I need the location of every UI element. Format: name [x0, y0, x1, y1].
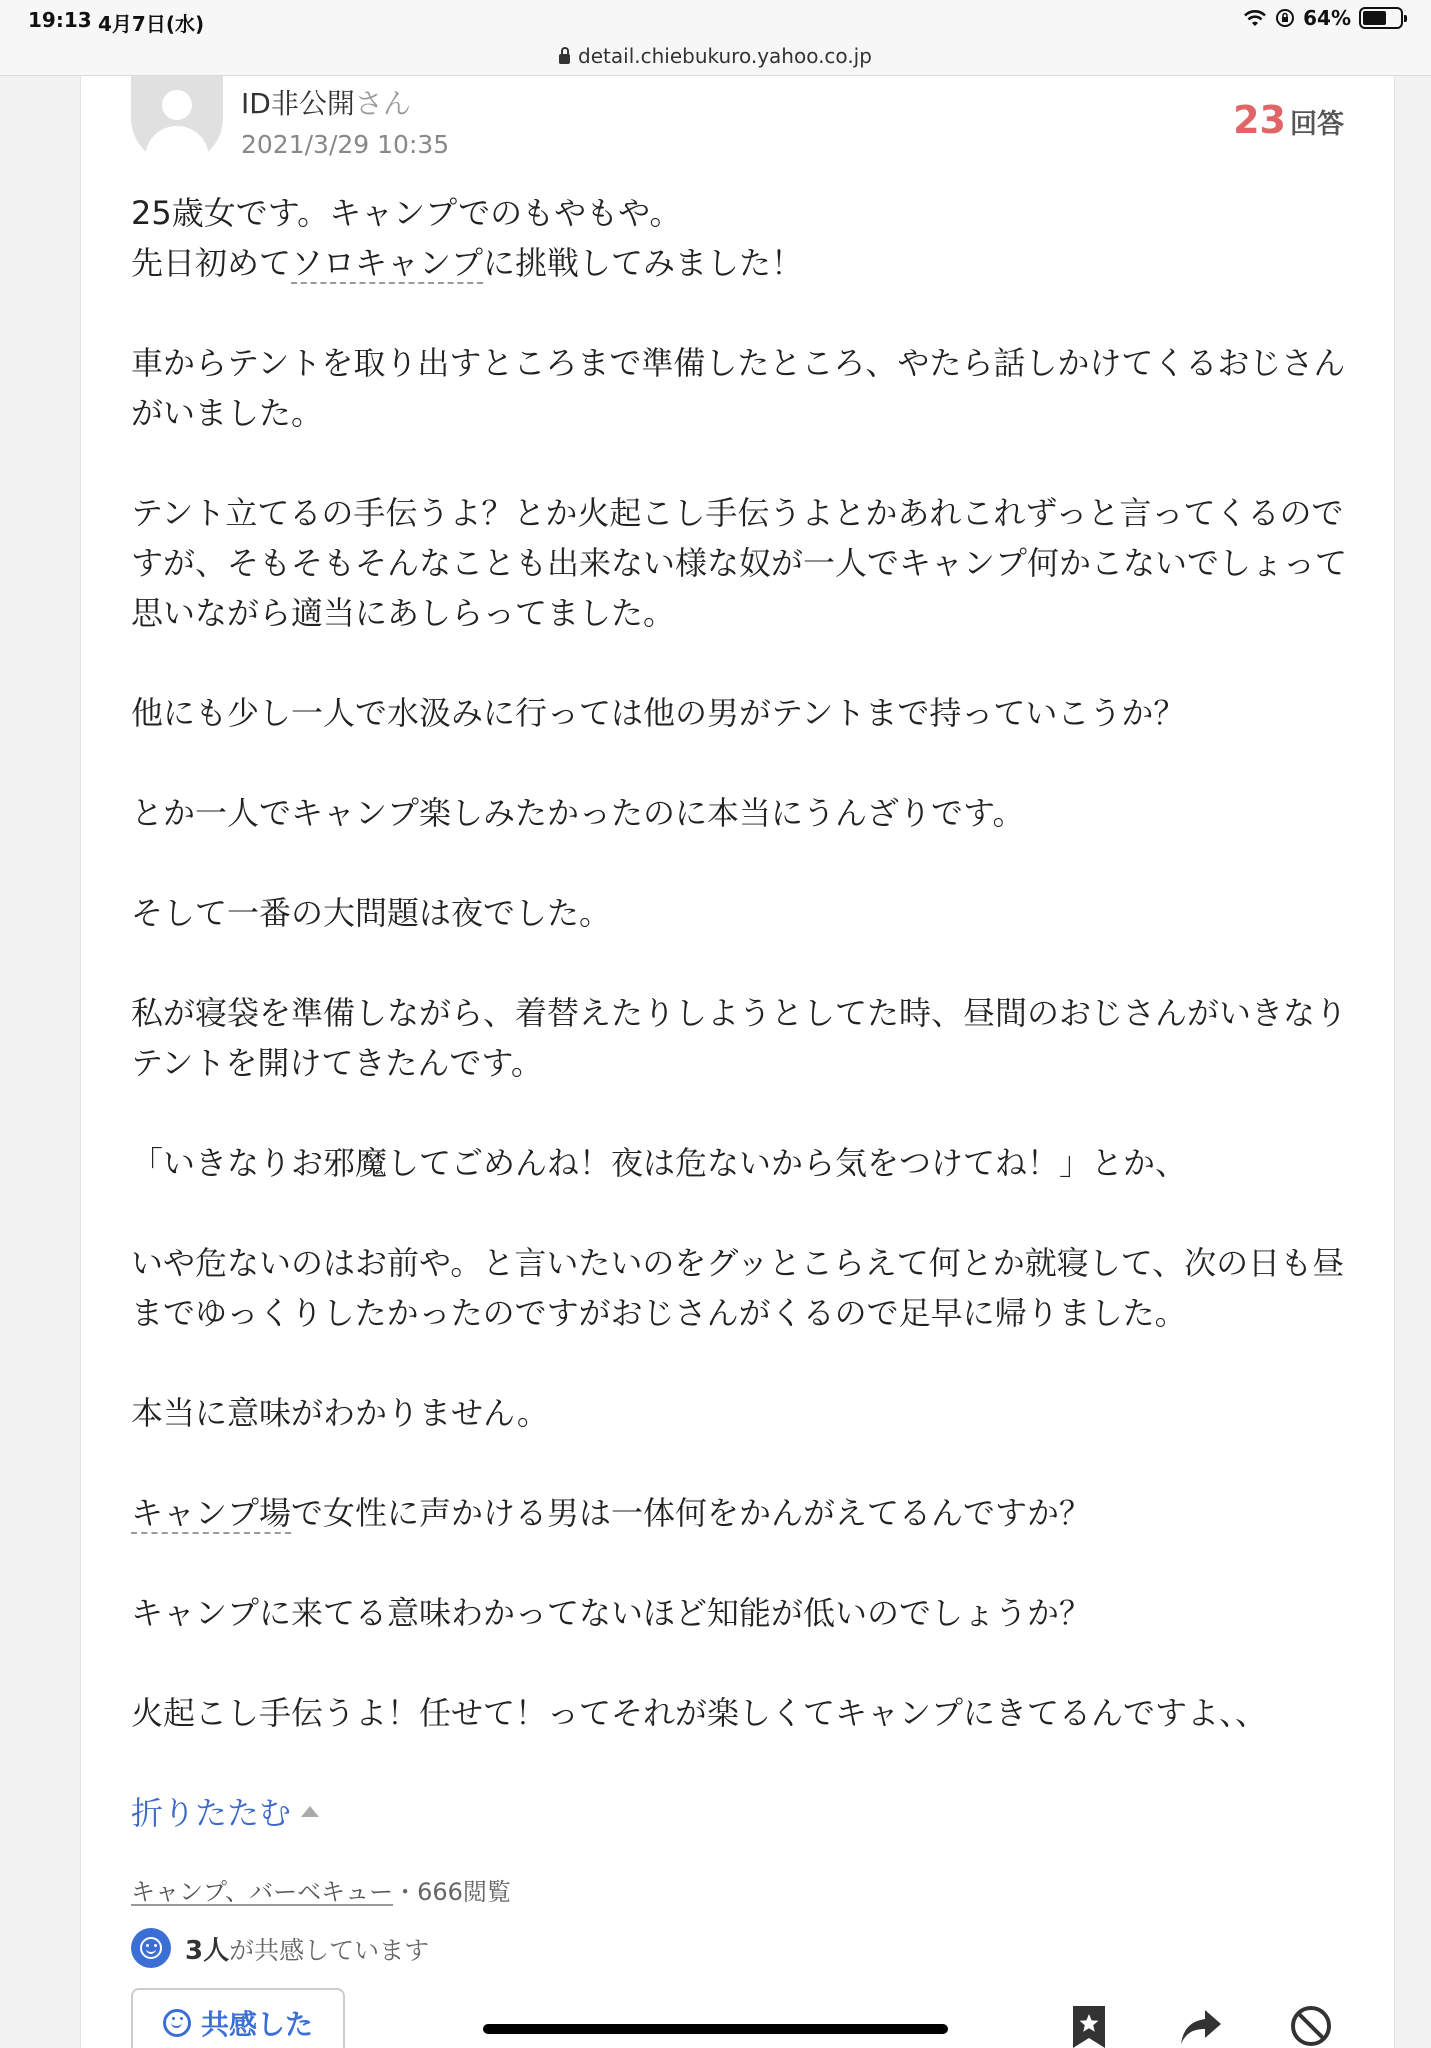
user-id: ID非公開	[241, 87, 355, 120]
battery-percent: 64%	[1303, 6, 1351, 30]
question-paragraph: 他にも少し一人で水汲みに行っては他の男がテントまで持っていこうか？	[131, 694, 1186, 732]
question-paragraph: 「いきなりお邪魔してごめんね！夜は危ないから気をつけてね！」とか、	[131, 1144, 1188, 1182]
answer-count[interactable]	[1233, 98, 1344, 142]
empathy-summary	[131, 1928, 429, 1968]
question-paragraph: 火起こし手伝うよ！任せて！ってそれが楽しくてキャンプにきてるんですよ、、	[131, 1694, 1268, 1732]
address-bar[interactable]	[0, 44, 1431, 76]
question-meta	[131, 1872, 511, 1907]
answer-count-label: 回答	[1290, 109, 1344, 140]
smile-icon	[163, 2009, 191, 2037]
keyword-link-solo-camp[interactable]: ソロキャンプ	[291, 244, 484, 282]
question-body	[131, 188, 1351, 1738]
user-avatar-icon	[131, 76, 223, 164]
wifi-icon	[1243, 8, 1267, 28]
share-icon[interactable]	[1179, 2008, 1223, 2048]
empathy-text: 3人が共感しています	[185, 1935, 430, 1966]
question-paragraph: キャンプ場で女性に声かける男は一体何をかんがえてるんですか？	[131, 1494, 1092, 1532]
block-icon[interactable]	[1289, 2004, 1333, 2048]
question-paragraph: とか一人でキャンプ楽しみたかったのに本当にうんざりです。	[131, 794, 1025, 832]
empathy-button[interactable]	[131, 1988, 345, 2048]
collapse-label: 折りたたむ	[131, 1794, 292, 1832]
collapse-button[interactable]	[131, 1788, 319, 1834]
question-line: 先日初めてソロキャンプに挑戦してみました！	[131, 244, 804, 282]
user-name	[241, 82, 411, 122]
battery-icon	[1359, 7, 1403, 29]
smile-icon	[131, 1928, 171, 1968]
category-link[interactable]: キャンプ、バーベキュー	[131, 1878, 394, 1906]
status-indicators	[1243, 6, 1403, 30]
question-paragraph: キャンプに来てる意味わかってないほど知能が低いのでしょうか？	[131, 1594, 1092, 1632]
question-paragraph: 本当に意味がわかりません。	[131, 1394, 549, 1432]
home-indicator[interactable]	[483, 2024, 948, 2034]
chevron-up-icon	[301, 1806, 319, 1817]
question-card	[80, 76, 1395, 2048]
question-paragraph: そして一番の大問題は夜でした。	[131, 894, 612, 932]
bookmark-icon[interactable]	[1069, 2004, 1109, 2048]
keyword-link-campsite[interactable]: キャンプ場	[131, 1494, 292, 1532]
empathy-count: 3人	[185, 1935, 230, 1966]
empathy-button-label: 共感した	[200, 2008, 313, 2041]
question-paragraph: 私が寝袋を準備しながら、着替えたりしようとしてた時、昼間のおじさんがいきなりテントを開けてきたんです。	[131, 994, 1348, 1082]
battery-level	[1363, 11, 1386, 25]
user-suffix: さん	[354, 87, 411, 120]
view-count: ・666閲覧	[393, 1878, 511, 1906]
lock-icon	[559, 54, 570, 64]
post-date: 2021/3/29 10:35	[241, 130, 450, 159]
question-paragraph: 車からテントを取り出すところまで準備したところ、やたら話しかけてくるおじさんがいました。	[131, 344, 1346, 432]
question-paragraph: いや危ないのはお前や。と言いたいのをグッとこらえて何とか就寝して、次の日も昼までゆっくりしたかったのですがおじさんがくるので足早に帰りました。	[131, 1244, 1345, 1332]
status-bar	[0, 0, 1431, 44]
status-date: 4月7日(水)	[98, 12, 205, 36]
question-paragraph: テント立てるの手伝うよ？とか火起こし手伝うよとかあれこれずっと言ってくるのですが、そもそもそんなことも出来ない様な奴が一人でキャンプ何かこないでしょって思いながら適当にあしらってました。	[131, 494, 1348, 632]
answer-count-number: 23	[1233, 98, 1286, 142]
status-time: 19:13	[28, 8, 92, 32]
orientation-lock-icon	[1275, 8, 1295, 28]
question-line: 25歳女です。キャンプでのもやもや。	[131, 194, 682, 232]
url-text: detail.chiebukuro.yahoo.co.jp	[578, 44, 872, 68]
